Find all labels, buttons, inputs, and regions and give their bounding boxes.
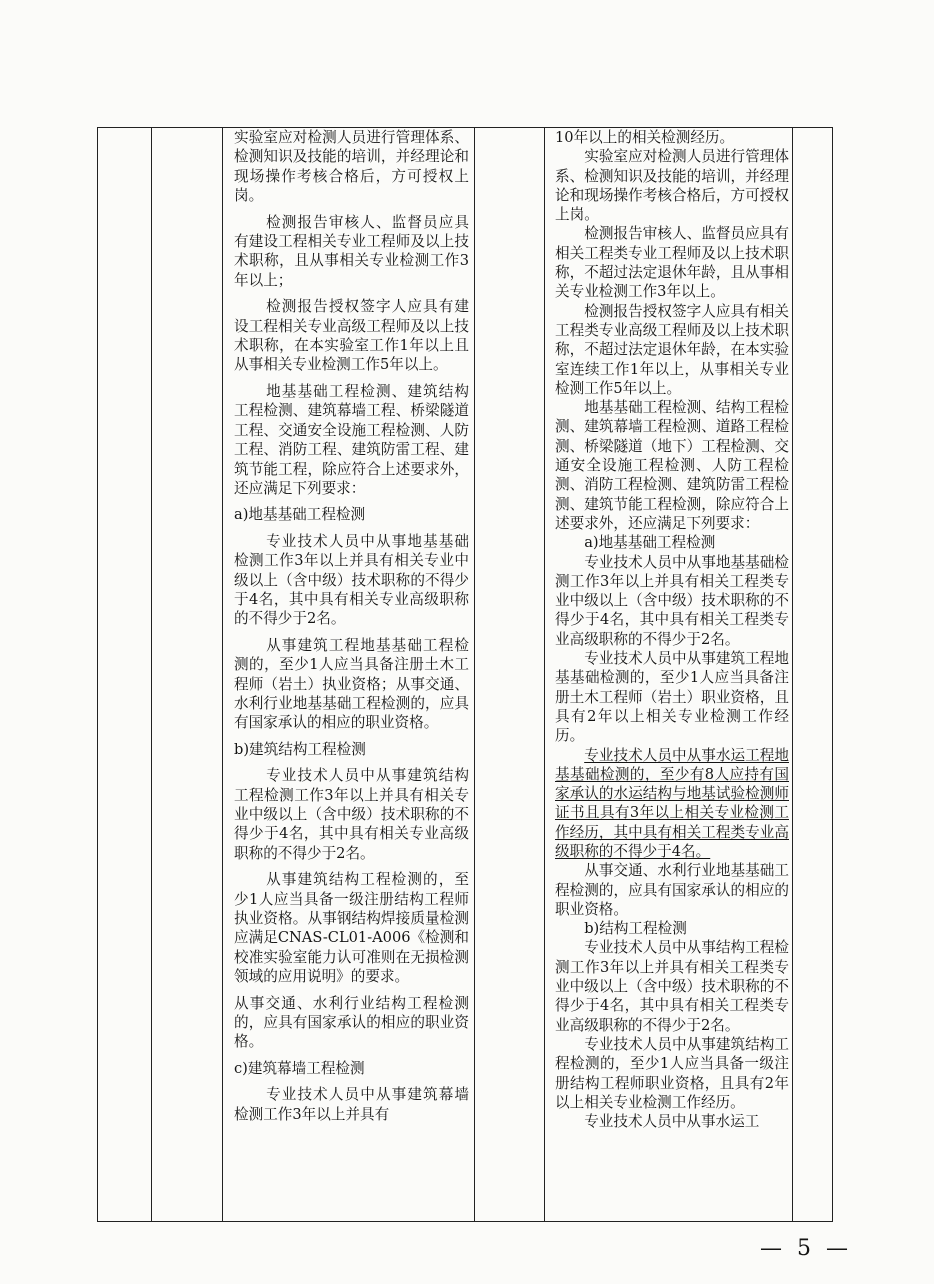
revised-paragraph: 专业技术人员中从事建筑工程地基基础检测的，至少1人应当具备注册土木工程师（岩土）职业资格，且具有2年以上相关专业检测工作经历。 [555, 650, 789, 745]
original-paragraph: b)建筑结构工程检测 [234, 740, 366, 758]
revised-paragraph: b)结构工程检测 [584, 920, 687, 938]
original-paragraph: 从事建筑工程地基基础工程检测的，至少1人应当具备注册土木工程师（岩土）执业资格；从事交通、水利行业地基基础工程检测的，应具有国家承认的相应的职业资格。 [234, 636, 469, 732]
revised-paragraph: 从事交通、水利行业地基基础工程检测的，应具有国家承认的相应的职业资格。 [555, 862, 789, 918]
revised-paragraph: 10年以上的相关检测经历。 [555, 129, 735, 146]
revised-paragraph: 专业技术人员中从事水运工程地基基础检测的，至少有8人应持有国家承认的水运结构与地基试验检测师证书且具有3年以上相关专业检测工作经历，其中具有相关工程类专业高级职称的不得少于4名。 [555, 746, 789, 860]
revised-paragraph: 专业技术人员中从事结构工程检测工作3年以上并具有相关工程类专业中级以上（含中级）技术职称的不得少于4名，其中具有相关工程类专业高级职称的不得少于2名。 [555, 939, 789, 1034]
column-divider [544, 128, 545, 1221]
original-paragraph: a)地基基础工程检测 [234, 506, 366, 524]
original-paragraph: 实验室应对检测人员进行管理体系、检测知识及技能的培训，并经理论和现场操作考核合格后，方可授权上岗。 [234, 129, 469, 205]
revised-paragraph: 专业技术人员中从事水运工 [584, 1113, 760, 1131]
revised-paragraph: 专业技术人员中从事地基基础检测工作3年以上并具有相关工程类专业中级以上（含中级）技术职称的不得少于4名，其中具有相关工程类专业高级职称的不得少于2名。 [555, 553, 789, 648]
original-paragraph: 从事建筑结构工程检测的，至少1人应当具备一级注册结构工程师执业资格。从事钢结构焊接质量检测应满足CNAS-CL01-A006《检测和校准实验室能力认可准则在无损检测领域的应用说明》的要求。 [234, 871, 469, 986]
original-paragraph: 专业技术人员中从事建筑结构工程检测工作3年以上并具有相关专业中级以上（含中级）技术职称的不得少于4名，其中具有相关专业高级职称的不得少于2名。 [234, 767, 469, 862]
revised-paragraph: 专业技术人员中从事建筑结构工程检测的，至少1人应当具备一级注册结构工程师职业资格，且具有2年以上相关专业检测工作经历。 [555, 1035, 789, 1111]
original-paragraph: 专业技术人员中从事建筑幕墙检测工作3年以上并具有 [234, 1086, 469, 1123]
page-number: — 5 — [760, 1236, 852, 1261]
revised-paragraph: 检测报告审核人、监督员应具有相关工程类专业工程师及以上技术职称，不超过法定退休年龄，且从事相关专业检测工作3年以上。 [555, 225, 789, 301]
revised-paragraph: a)地基基础工程检测 [584, 534, 716, 552]
column-divider [474, 128, 475, 1221]
original-paragraph: 从事交通、水利行业结构工程检测的，应具有国家承认的相应的职业资格。 [234, 994, 469, 1051]
original-paragraph: 检测报告授权签字人应具有建设工程相关专业高级工程师及以上技术职称，在本实验室工作1年以上且从事相关专业检测工作5年以上。 [234, 298, 469, 374]
revised-paragraph: 实验室应对检测人员进行管理体系、检测知识及技能的培训，并经理论和现场操作考核合格后，方可授权上岗。 [555, 148, 789, 224]
comparison-table [97, 127, 833, 1222]
original-paragraph: 检测报告审核人、监督员应具有建设工程相关专业工程师及以上技术职称，且从事相关专业检测工作3年以上； [234, 213, 469, 289]
revised-paragraph: 地基基础工程检测、结构工程检测、建筑幕墙工程检测、道路工程检测、桥梁隧道（地下）工程检测、交通安全设施工程检测、人防工程检测、消防工程检测、建筑防雷工程检测、建筑节能工程检测，除应符合上述要求外，还应满足下列要求： [555, 399, 789, 532]
original-paragraph: 专业技术人员中从事地基基础检测工作3年以上并具有相关专业中级以上（含中级）技术职称的不得少于4名，其中具有相关专业高级职称的不得少于2名。 [234, 532, 469, 628]
revised-text-column [549, 128, 793, 1221]
column-divider [151, 128, 152, 1221]
column-divider [222, 128, 223, 1221]
original-paragraph: 地基基础工程检测、建筑结构工程检测、建筑幕墙工程、桥梁隧道工程、交通安全设施工程检测、人防工程、消防工程、建筑防雷工程、建筑节能工程，除应符合上述要求外，还应满足下列要求： [234, 382, 469, 497]
original-paragraph: c)建筑幕墙工程检测 [234, 1059, 365, 1077]
original-text-column [229, 128, 473, 1221]
revised-paragraph: 检测报告授权签字人应具有相关工程类专业高级工程师及以上技术职称，不超过法定退休年龄，在本实验室连续工作1年以上，从事相关专业检测工作5年以上。 [555, 302, 789, 397]
